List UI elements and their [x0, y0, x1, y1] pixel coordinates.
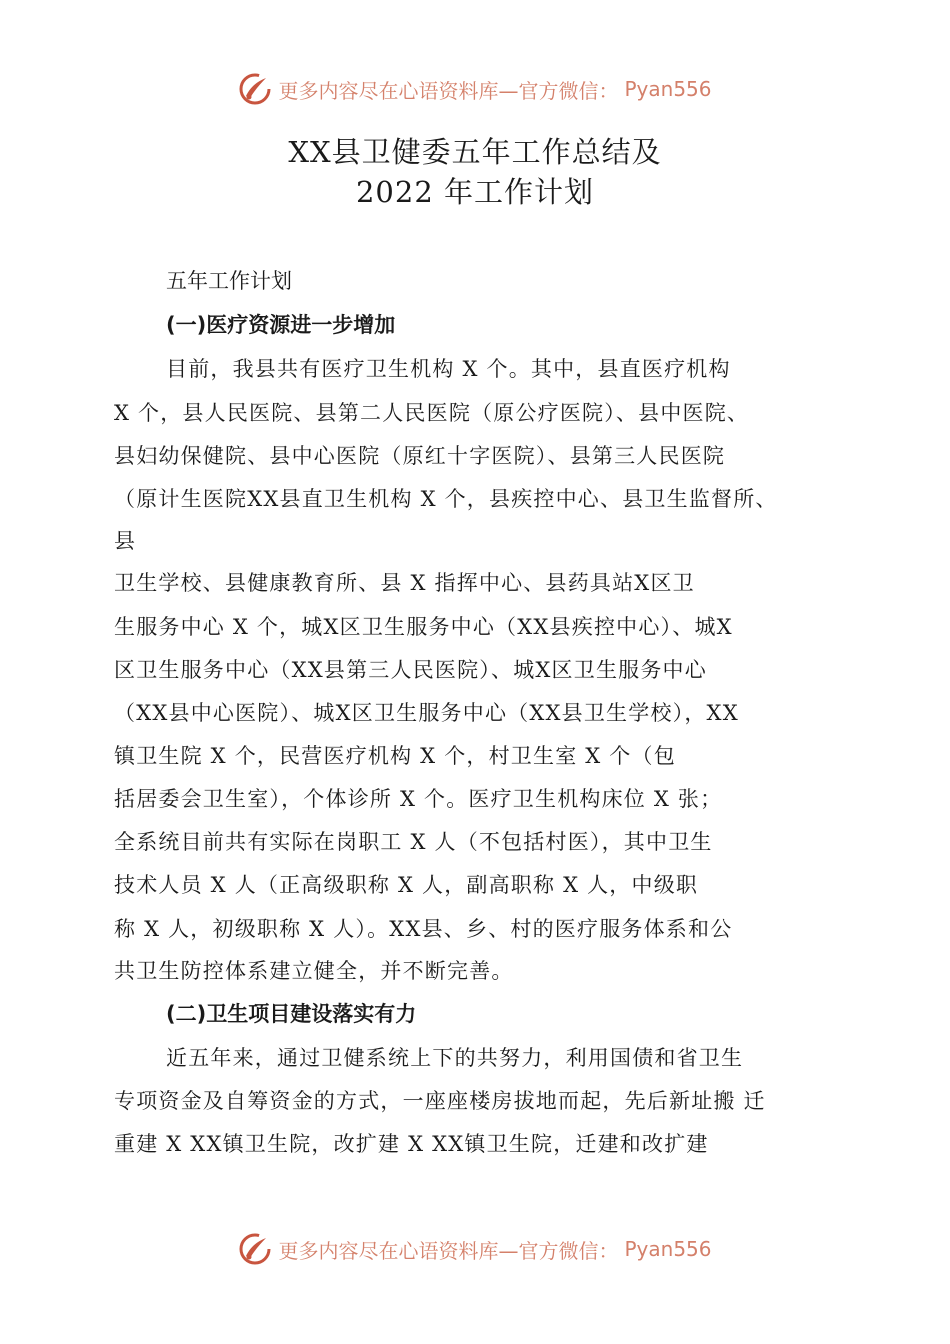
paragraph-1-line: 目前，我县共有医疗卫生机构 X 个。其中，县直医疗机构 [166, 357, 731, 381]
paragraph-1-line: 共卫生防控体系建立健全，并不断完善。 [114, 959, 514, 983]
paragraph-1-line: 镇卫生院 X 个，民营医疗机构 X 个，村卫生室 X 个（包 [114, 744, 676, 768]
paragraph-1-line: 卫生学校、县健康教育所、县 X 指挥中心、县药具站X区卫 [114, 571, 695, 595]
paragraph-1-line: 生服务中心 X 个，城X区卫生服务中心（XX县疾控中心）、城X [114, 615, 733, 639]
paragraph-2-line: 专项资金及自筹资金的方式，一座座楼房拔地而起，先后新址搬 迁 [114, 1089, 766, 1113]
paragraph-1-line: 县妇幼保健院、县中心医院（原红十字医院）、县第三人民医院 [114, 444, 726, 468]
subsection-2-title: (二)卫生项目建设落实有力 [166, 1002, 417, 1026]
header-watermark-banner [0, 72, 950, 106]
paragraph-2-line: 重建 X XX镇卫生院，改扩建 X XX镇卫生院，迁建和改扩建 [114, 1132, 709, 1156]
banner-text: 更多内容尽在心语资料库—官方微信： [278, 1238, 619, 1263]
paragraph-1-line: （XX县中心医院）、城X区卫生服务中心（XX县卫生学校），XX [114, 701, 739, 725]
paragraph-1-line: 县 [114, 529, 137, 553]
paragraph-2-line: 近五年来，通过卫健系统上下的共努力，利用国债和省卫生 [166, 1046, 744, 1070]
paragraph-1-line: 全系统目前共有实际在岗职工 X 人（不包括村医），其中卫生 [114, 830, 713, 854]
document-title-line-1: XX县卫健委五年工作总结及 [288, 135, 662, 169]
brush-circle-logo-icon [238, 72, 272, 106]
banner-wechat-id: Pyan556 [624, 77, 712, 101]
banner-wechat-id: Pyan556 [624, 1237, 712, 1261]
paragraph-1-line: （原计生医院XX县直卫生机构 X 个，县疾控中心、县卫生监督所、 [114, 487, 778, 511]
banner-text: 更多内容尽在心语资料库—官方微信： [278, 78, 619, 103]
paragraph-1-line: 技术人员 X 人（正高级职称 X 人，副高职称 X 人，中级职 [114, 873, 699, 897]
paragraph-1-line: X 个，县人民医院、县第二人民医院（原公疗医院）、县中医院、 [114, 401, 750, 425]
brush-circle-logo-icon [238, 1232, 272, 1266]
paragraph-1-line: 区卫生服务中心（XX县第三人民医院）、城X区卫生服务中心 [114, 658, 707, 682]
section-title: 五年工作计划 [166, 269, 292, 293]
document-title-line-2: 2022 年工作计划 [355, 175, 595, 209]
paragraph-1-line: 称 X 人，初级职称 X 人）。XX县、乡、村的医疗服务体系和公 [114, 917, 733, 941]
subsection-1-title: (一)医疗资源进一步增加 [166, 313, 396, 337]
paragraph-1-line: 括居委会卫生室），个体诊所 X 个。医疗卫生机构床位 X 张； [114, 787, 723, 811]
footer-watermark-banner [0, 1232, 950, 1266]
